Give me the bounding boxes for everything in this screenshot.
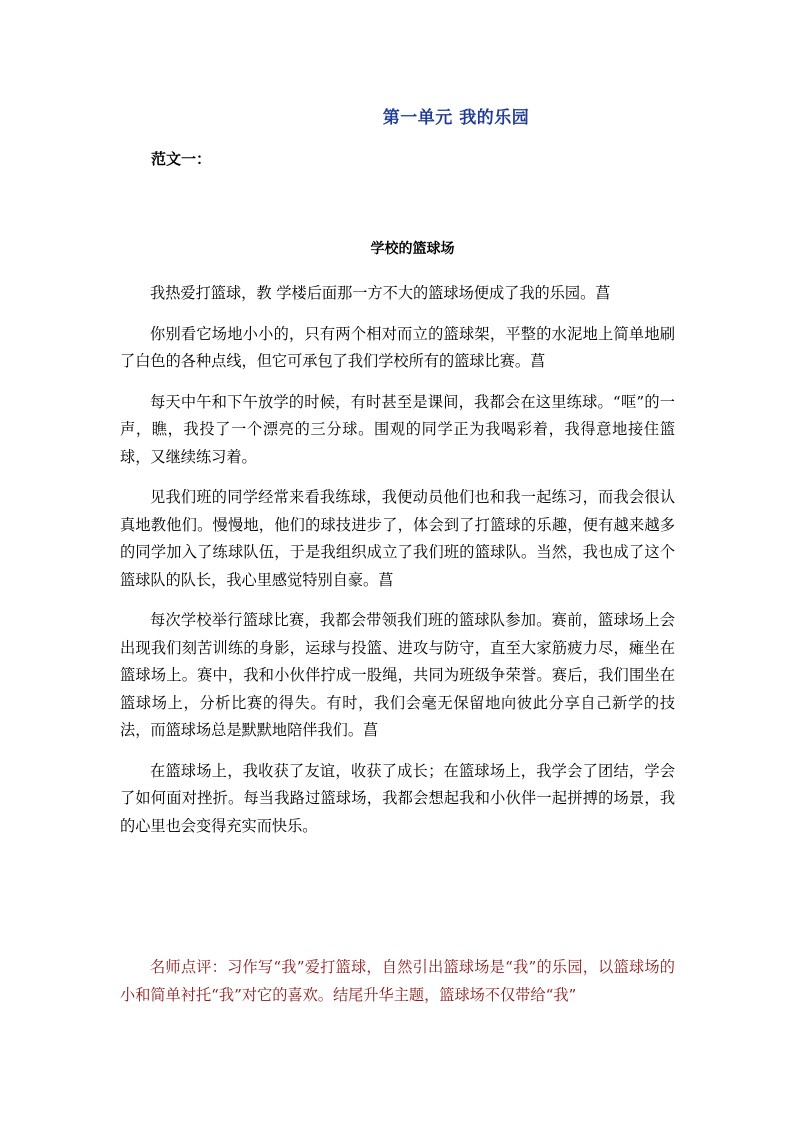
unit-title: 第一单元 我的乐园 [382, 108, 530, 128]
sample-label: 范文一： [151, 150, 212, 168]
paragraph-2: 你别看它场地小小的，只有两个相对而立的篮球架，平整的水泥地上简单地刷了白色的各种点线，但它可承包了我们学校所有的篮球比赛。菖 [120, 324, 675, 370]
teacher-comment: 名师点评：习作写“我”爱打篮球，自然引出篮球场是“我”的乐园，以篮球场的小和简单衬托“我”对它的喜欢。结尾升华主题，篮球场不仅带给“我” [120, 958, 675, 1004]
paragraph-3: 每天中午和下午放学的时候，有时甚至是课间，我都会在这里练球。“哐”的一声，瞧，我投了一个漂亮的三分球。围观的同学正为我喝彩着，我得意地接住篮球，又继续练习着。 [120, 392, 675, 466]
paragraph-1: 我热爱打篮球，教 学楼后面那一方不大的篮球场便成了我的乐园。菖 [150, 284, 611, 302]
paragraph-6: 在篮球场上，我收获了友谊，收获了成长；在篮球场上，我学会了团结，学会了如何面对挫折。每当我路过篮球场，我都会想起我和小伙伴一起拼搏的场景，我的心里也会变得充实而快乐。 [120, 761, 675, 835]
paragraph-5: 每次学校举行篮球比赛，我都会带领我们班的篮球队参加。赛前，篮球场上会出现我们刻苦训练的身影，运球与投篮、进攻与防守，直至大家筋疲力尽，瘫坐在篮球场上。赛中，我和小伙伴拧成一股绳，共同为班级争荣誉。赛后，我们围坐在篮球场上，分析比赛的得失。有时，我们会毫无保留地向彼此分享自己新学的技法，而篮球场总是默默地陪伴我们。菖 [120, 611, 675, 739]
paragraph-4: 见我们班的同学经常来看我练球，我便动员他们也和我一起练习，而我会很认真地教他们。慢慢地，他们的球技进步了，体会到了打篮球的乐趣，便有越来越多的同学加入了练球队伍，于是我组织成立了我们班的篮球队。当然，我也成了这个篮球队的队长，我心里感觉特别自豪。菖 [120, 488, 675, 589]
essay-title: 学校的篮球场 [370, 241, 455, 257]
essay-body [120, 280, 675, 853]
